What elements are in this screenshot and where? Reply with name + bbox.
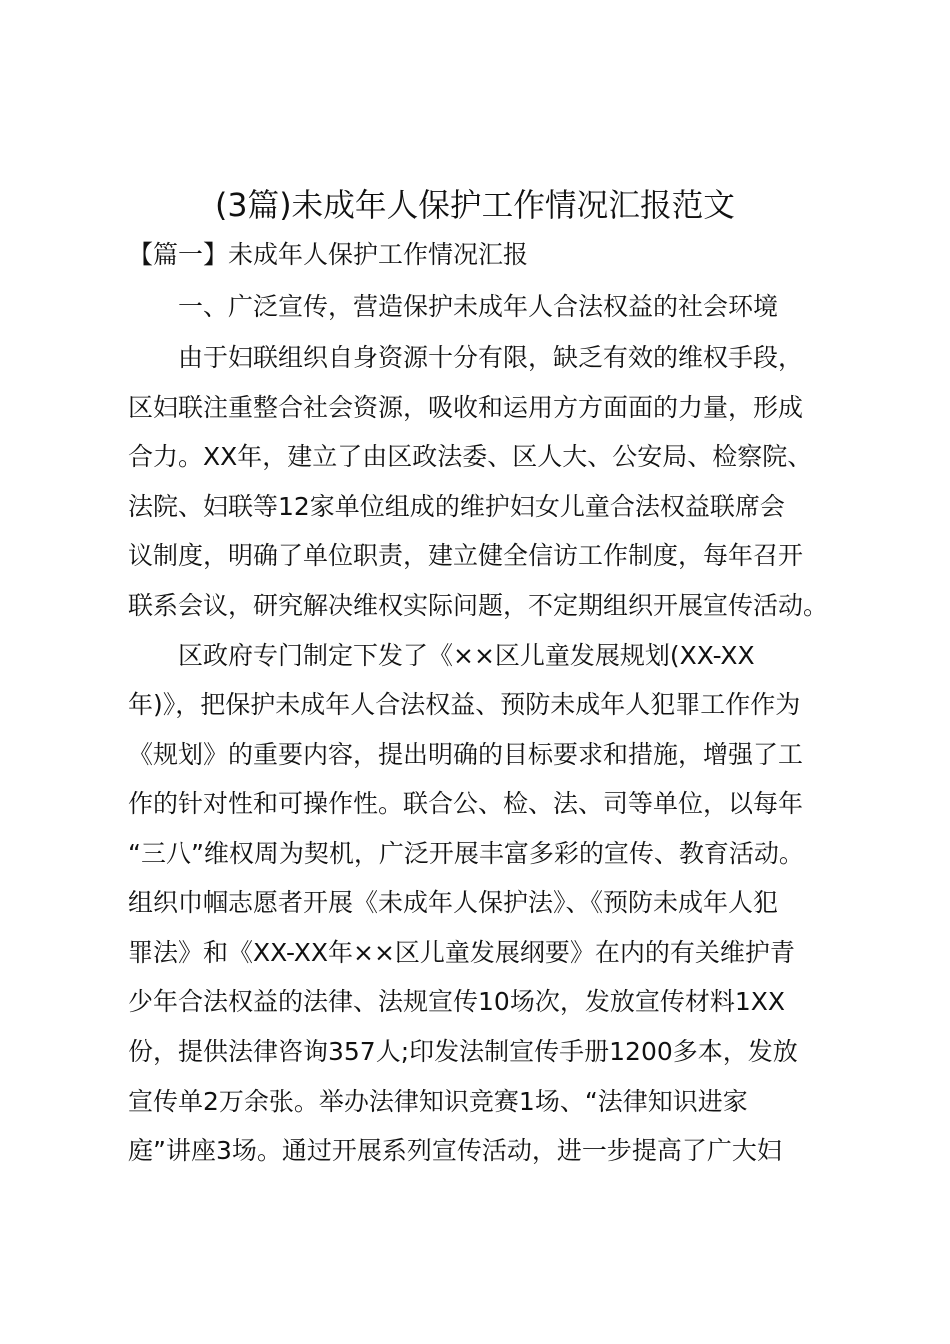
paragraph-line: 年)》，把保护未成年人合法权益、预防未成年人犯罪工作作为	[128, 690, 801, 719]
paragraph-line: 法院、妇联等12家单位组成的维护妇女儿童合法权益联席会	[128, 492, 785, 521]
paragraph-line: 组织巾帼志愿者开展《未成年人保护法》、《预防未成年人犯	[128, 888, 779, 917]
paragraph-line: 联系会议，研究解决维权实际问题，不定期组织开展宣传活动。	[128, 591, 829, 620]
paragraph-line: 份，提供法律咨询357人;印发法制宣传手册1200多本，发放	[128, 1037, 798, 1066]
paragraph-line: “三八”维权周为契机，广泛开展丰富多彩的宣传、教育活动。	[128, 839, 804, 868]
document-title: (3篇)未成年人保护工作情况汇报范文	[215, 188, 735, 224]
paragraph-line: 《规划》的重要内容，提出明确的目标要求和措施，增强了工	[128, 740, 804, 769]
paragraph-line: 庭”讲座3场。通过开展系列宣传活动，进一步提高了广大妇	[128, 1136, 782, 1165]
paragraph-line: 少年合法权益的法律、法规宣传10场次，发放宣传材料1XX	[128, 987, 785, 1016]
paragraph-line: 作的针对性和可操作性。联合公、检、法、司等单位，以每年	[128, 789, 804, 818]
paragraph-line: 宣传单2万余张。举办法律知识竞赛1场、“法律知识进家	[128, 1087, 748, 1116]
subtitle: 【篇一】未成年人保护工作情况汇报	[128, 240, 529, 269]
paragraph-line: 区妇联注重整合社会资源，吸收和运用方方面面的力量，形成	[128, 393, 804, 422]
paragraph-line: 议制度，明确了单位职责，建立健全信访工作制度，每年召开	[128, 541, 804, 570]
paragraph-line: 合力。XX年，建立了由区政法委、区人大、公安局、检察院、	[128, 442, 813, 471]
paragraph-line: 由于妇联组织自身资源十分有限，缺乏有效的维权手段，	[178, 343, 804, 372]
paragraph-line: 罪法》和《XX-XX年××区儿童发展纲要》在内的有关维护青	[128, 938, 795, 967]
paragraph-line: 区政府专门制定下发了《××区儿童发展规划(XX-XX	[178, 641, 755, 670]
section-heading: 一、广泛宣传，营造保护未成年人合法权益的社会环境	[178, 292, 779, 321]
